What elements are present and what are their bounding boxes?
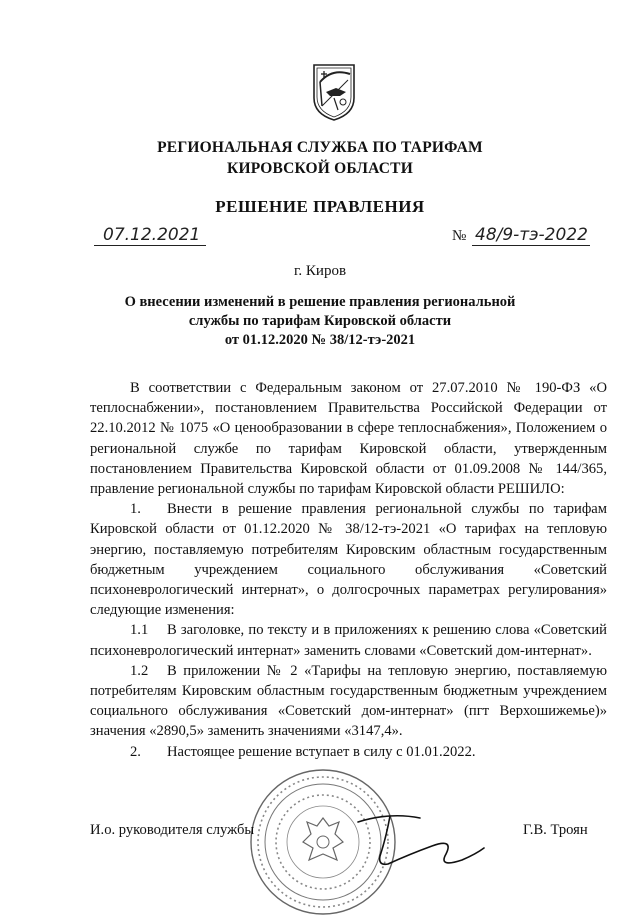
signatory-title: И.о. руководителя службы xyxy=(90,822,255,838)
item-text: Внести в решение правления региональной службы по тарифам Кировской области от 01.12.2020 № 38/12-тэ-2021 «О тарифах на тепловую энергию, поставляемую потребителям Кировским областным государственным бюджетным учреждением социального обслуживания «Советский психоневрологический интернат», о долгосрочных параметрах регулирования» следующие изменения: xyxy=(90,501,607,619)
document-date: 07.12.2021 xyxy=(103,225,201,245)
item-text: В заголовке, по тексту и в приложениях к решению слова «Советский психоневрологический интернат» заменить словами «Советский дом-интернат». xyxy=(90,622,607,659)
item-number: 1. xyxy=(130,501,141,518)
item-number: 2. xyxy=(130,743,141,760)
organization-name-line2: КИРОВСКОЙ ОБЛАСТИ xyxy=(227,160,413,177)
list-item xyxy=(90,499,607,620)
kirov-oblast-coat-of-arms-icon xyxy=(310,62,358,122)
item-number: 1.1 xyxy=(130,622,149,639)
subject-line2: службы по тарифам Кировской области xyxy=(188,313,452,329)
list-item xyxy=(90,620,607,660)
item-text: В приложении № 2 «Тарифы на тепловую энергию, поставляемую потребителям Кировским областным государственным бюджетным учреждением социального обслуживания «Советский дом-интернат» (пгт Верхошижемье)» значения «2890,5» заменить значениями «3147,4». xyxy=(90,662,607,740)
number-sign: № xyxy=(452,228,467,244)
subject-line1: О внесении изменений в решение правления региональной xyxy=(124,294,516,310)
list-item xyxy=(90,661,607,742)
date-underline xyxy=(94,245,206,246)
list-item xyxy=(90,742,607,762)
organization-name-line1: РЕГИОНАЛЬНАЯ СЛУЖБА ПО ТАРИФАМ xyxy=(157,139,483,156)
document-number: 48/9-тэ-2022 xyxy=(475,225,588,245)
item-text: Настоящее решение вступает в силу с 01.01.2022. xyxy=(167,743,476,760)
document-type-title: РЕШЕНИЕ ПРАВЛЕНИЯ xyxy=(215,197,425,216)
handwritten-signature-icon xyxy=(350,808,490,878)
decision-body xyxy=(90,378,607,762)
number-underline xyxy=(472,245,590,246)
subject-line3: от 01.12.2020 № 38/12-тэ-2021 xyxy=(224,332,416,348)
item-number: 1.2 xyxy=(130,662,149,679)
city: г. Киров xyxy=(293,263,347,279)
preamble-paragraph: В соответствии с Федеральным законом от 27.07.2010 № 190-ФЗ «О теплоснабжении», постановлением Правительства Российской Федерации от 22.10.2012 № 1075 «О ценообразовании в сфере теплоснабжения», Положением о региональной службе по тарифам Кировской области, утвержденным постановлением Правительства Кировской области от 01.09.2008 № 144/365, правление региональной службы по тарифам Кировской области РЕШИЛО: xyxy=(90,380,607,498)
signatory-name: Г.В. Троян xyxy=(523,822,588,838)
